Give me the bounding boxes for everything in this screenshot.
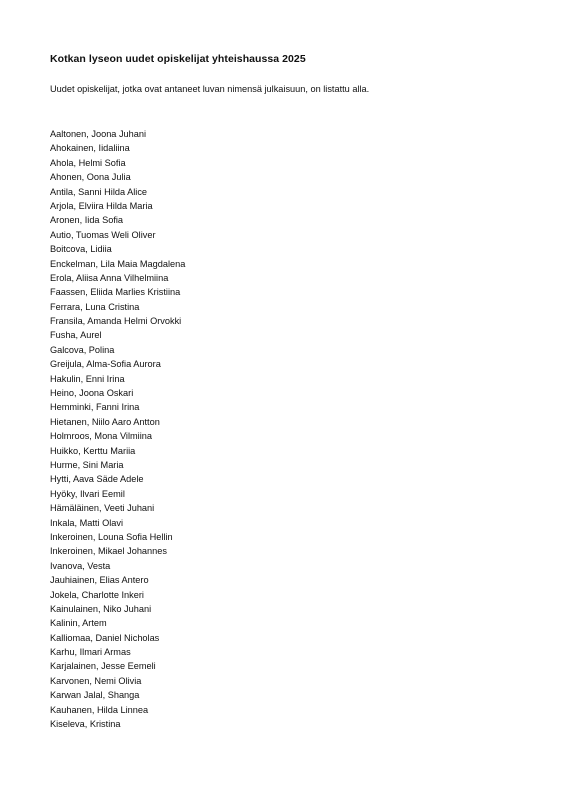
student-name: Enckelman, Lila Maia Magdalena	[50, 258, 186, 269]
student-name: Kainulainen, Niko Juhani	[50, 603, 152, 614]
student-name: Huikko, Kerttu Mariia	[50, 445, 136, 456]
student-name: Karvonen, Nemi Olivia	[50, 675, 142, 686]
student-name: Ahokainen, Iidaliina	[50, 143, 130, 154]
student-name: Jokela, Charlotte Inkeri	[50, 589, 144, 600]
student-name: Autio, Tuomas Weli Oliver	[50, 229, 156, 240]
student-name: Faassen, Eliida Marlies Kristiina	[50, 287, 181, 298]
student-name: Galcova, Polina	[50, 344, 115, 355]
student-name: Karhu, Ilmari Armas	[50, 647, 131, 658]
student-name: Fusha, Aurel	[50, 330, 102, 341]
student-list	[50, 127, 185, 731]
intro-paragraph: Uudet opiskelijat, jotka ovat antaneet luvan nimensä julkaisuun, on listattu alla.	[50, 84, 370, 94]
student-name: Hietanen, Niilo Aaro Antton	[50, 416, 160, 427]
student-name: Heino, Joona Oskari	[50, 388, 134, 399]
student-name: Hurme, Sini Maria	[50, 459, 124, 470]
student-name: Erola, Aliisa Anna Vilhelmiina	[50, 272, 169, 283]
document-title: Kotkan lyseon uudet opiskelijat yhteishaussa 2025	[50, 53, 306, 65]
student-name: Karwan Jalal, Shanga	[50, 690, 140, 701]
student-name: Holmroos, Mona Vilmiina	[50, 431, 152, 442]
student-name: Arjola, Elviira Hilda Maria	[50, 200, 153, 211]
student-name: Hämäläinen, Veeti Juhani	[50, 503, 155, 514]
student-name: Inkala, Matti Olavi	[50, 517, 124, 528]
student-name: Karjalainen, Jesse Eemeli	[50, 661, 156, 672]
student-name: Ahonen, Oona Julia	[50, 172, 131, 183]
student-name: Kalinin, Artem	[50, 618, 107, 629]
student-name: Aaltonen, Joona Juhani	[50, 129, 147, 139]
student-name: Hemminki, Fanni Irina	[50, 402, 140, 413]
student-name: Kiseleva, Kristina	[50, 719, 121, 730]
student-name: Kauhanen, Hilda Linnea	[50, 704, 149, 715]
student-name: Inkeroinen, Louna Sofia Hellin	[50, 531, 173, 542]
student-name: Aronen, Iida Sofia	[50, 215, 124, 226]
student-name: Jauhiainen, Elias Antero	[50, 575, 149, 586]
student-name: Hytti, Aava Säde Adele	[50, 474, 144, 485]
student-name: Hyöky, Ilvari Eemil	[50, 488, 125, 499]
student-name: Ferrara, Luna Cristina	[50, 301, 140, 312]
student-name: Inkeroinen, Mikael Johannes	[50, 546, 167, 557]
student-name: Kalliomaa, Daniel Nicholas	[50, 632, 160, 643]
student-name: Antila, Sanni Hilda Alice	[50, 186, 148, 197]
student-name: Greijula, Alma-Sofia Aurora	[50, 359, 161, 370]
student-name: Fransila, Amanda Helmi Orvokki	[50, 316, 182, 327]
student-name: Boitcova, Lidiia	[50, 244, 112, 255]
student-name: Ivanova, Vesta	[50, 560, 111, 571]
student-name: Ahola, Helmi Sofia	[50, 157, 126, 168]
student-name: Hakulin, Enni Irina	[50, 373, 125, 384]
